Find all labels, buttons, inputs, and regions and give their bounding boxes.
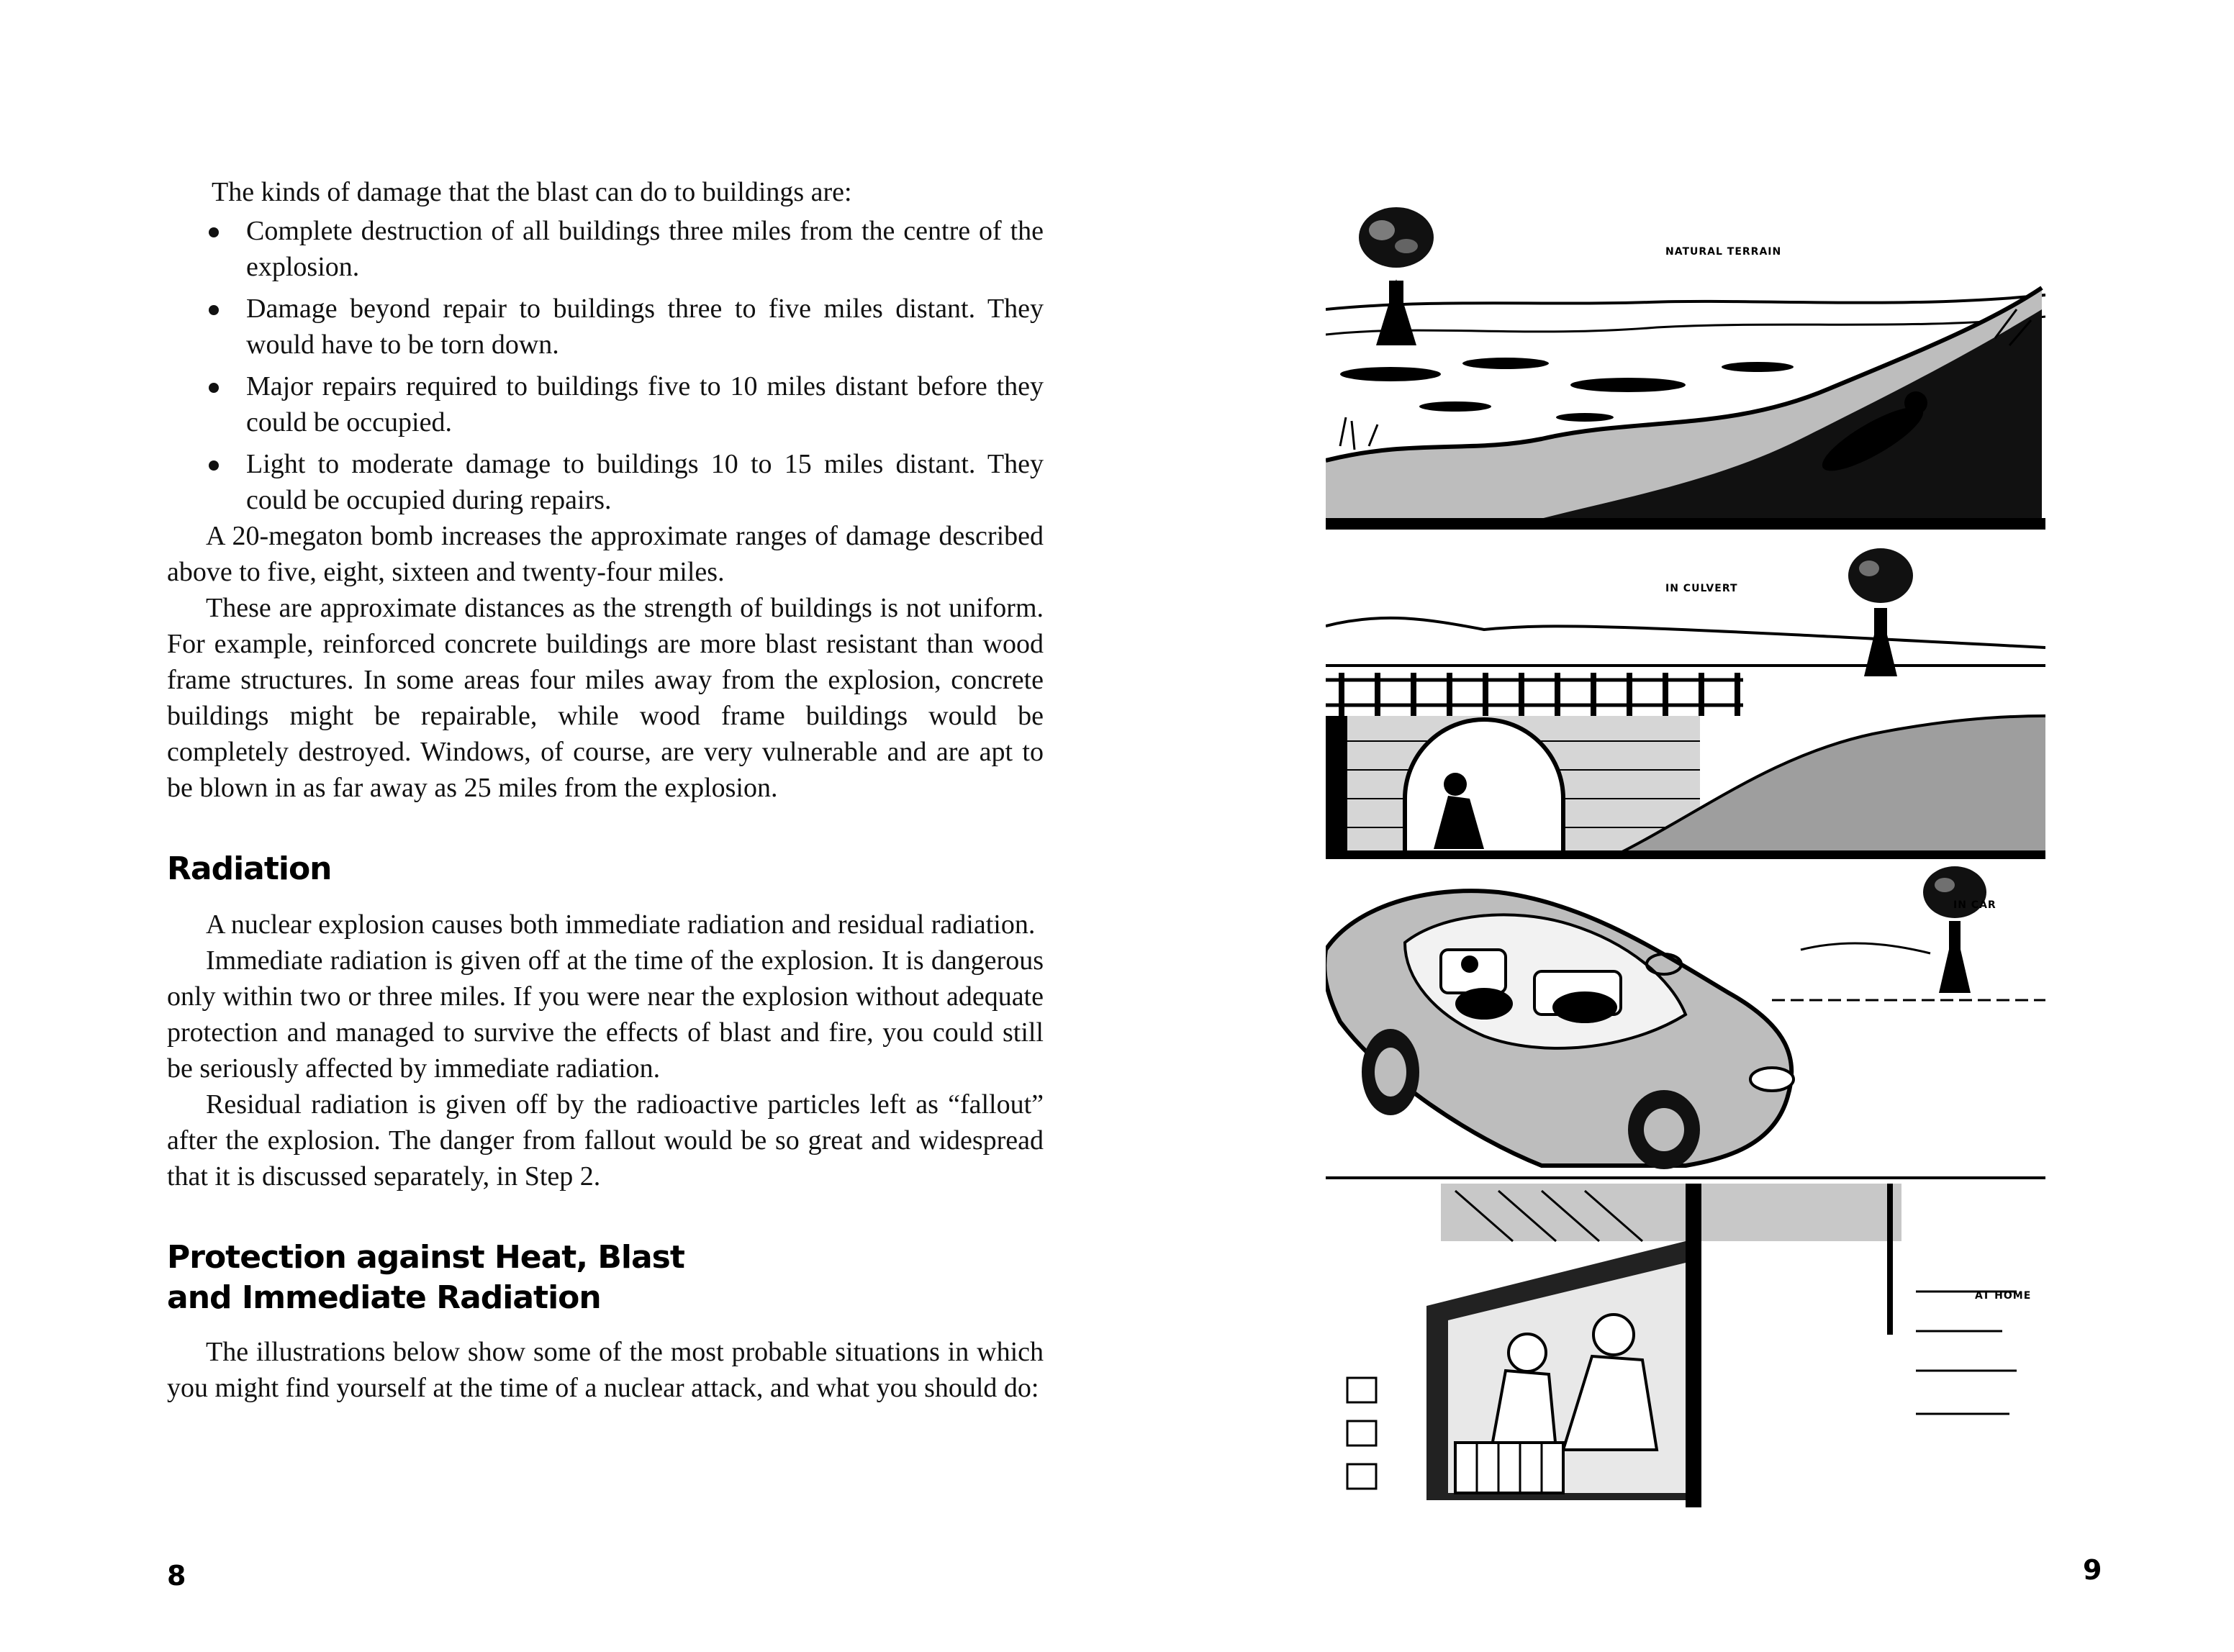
protection-heading [167,1238,1044,1318]
damage-item-text: Light to moderate damage to buildings 10 to 15 miles distant. They could be occupied during repairs. [246,449,1044,515]
radiation-paragraph-3: Residual radiation is given off by the radioactive particles left as “fallout” after the explosion. The danger from fallout would be so great and widespread that it is discussed separately, in Step 2. [167,1089,1044,1192]
damage-item-text: Major repairs required to buildings five to 10 miles distant before they could be occupied. [246,371,1044,437]
damage-item-text: Complete destruction of all buildings three miles from the centre of the explosion. [246,216,1044,282]
distances-paragraph: These are approximate distances as the strength of buildings is not uniform. For example, reinforced concrete buildings are more blast resistant than wood frame structures. In some areas four miles away from the explosion, concrete buildings might be repairable, while wood frame buildings would be completely destroyed. Windows, of course, are very vulnerable and are apt to be blown in as far away as 25 miles from the explosion. [167,593,1044,803]
damage-item-3 [167,368,1044,440]
illustration-in-culvert [1326,540,2045,860]
damage-intro: The kinds of damage that the blast can do to buildings are: [212,177,852,207]
bullet-icon [209,460,219,471]
left-text-column [167,174,1044,1406]
caption-at-home: AT HOME [1975,1290,2032,1302]
right-page [1117,0,2234,1652]
megaton-paragraph: A 20-megaton bomb increases the approximate ranges of damage described above to five, eight, sixteen and twenty-four miles. [167,521,1044,587]
damage-item-2 [167,291,1044,363]
mushroom-cloud-icon [1359,207,1434,345]
page-number-right: 9 [2083,1554,2102,1586]
radiation-heading: Radiation [167,850,332,887]
protection-heading-line-2: and Immediate Radiation [167,1279,601,1316]
illustration-natural-terrain [1326,201,2045,532]
radiation-paragraph-1: A nuclear explosion causes both immediate radiation and residual radiation. [206,909,1036,940]
damage-item-1 [167,213,1044,285]
in-car-illustration [1326,863,2045,1173]
bullet-icon [209,383,219,393]
mushroom-cloud-icon [1848,548,1913,676]
bullet-icon [209,305,219,315]
illustration-in-car [1326,863,2045,1173]
radiation-paragraph-2: Immediate radiation is given off at the time of the explosion. It is dangerous only within two or three miles. If you were near the explosion without adequate protection and managed to survive the effects of blast and fire, you could still be seriously affected by immediate radiation. [167,945,1044,1084]
caption-natural-terrain: NATURAL TERRAIN [1665,246,1782,258]
damage-item-4 [167,446,1044,518]
page-number-left: 8 [167,1560,186,1592]
mushroom-cloud-icon [1923,866,1986,993]
protection-paragraph: The illustrations below show some of the most probable situations in which you might find yourself at the time of a nuclear attack, and what you should do: [167,1337,1044,1403]
caption-in-car: IN CAR [1953,899,1996,911]
illustration-at-home [1326,1176,2045,1507]
caption-in-culvert: IN CULVERT [1665,583,1738,594]
bullet-icon [209,227,219,237]
protection-heading-line-1: Protection against Heat, Blast [167,1239,684,1276]
damage-list [167,213,1044,518]
at-home-illustration [1326,1176,2045,1507]
damage-item-text: Damage beyond repair to buildings three to five miles distant. They would have to be torn down. [246,294,1044,360]
